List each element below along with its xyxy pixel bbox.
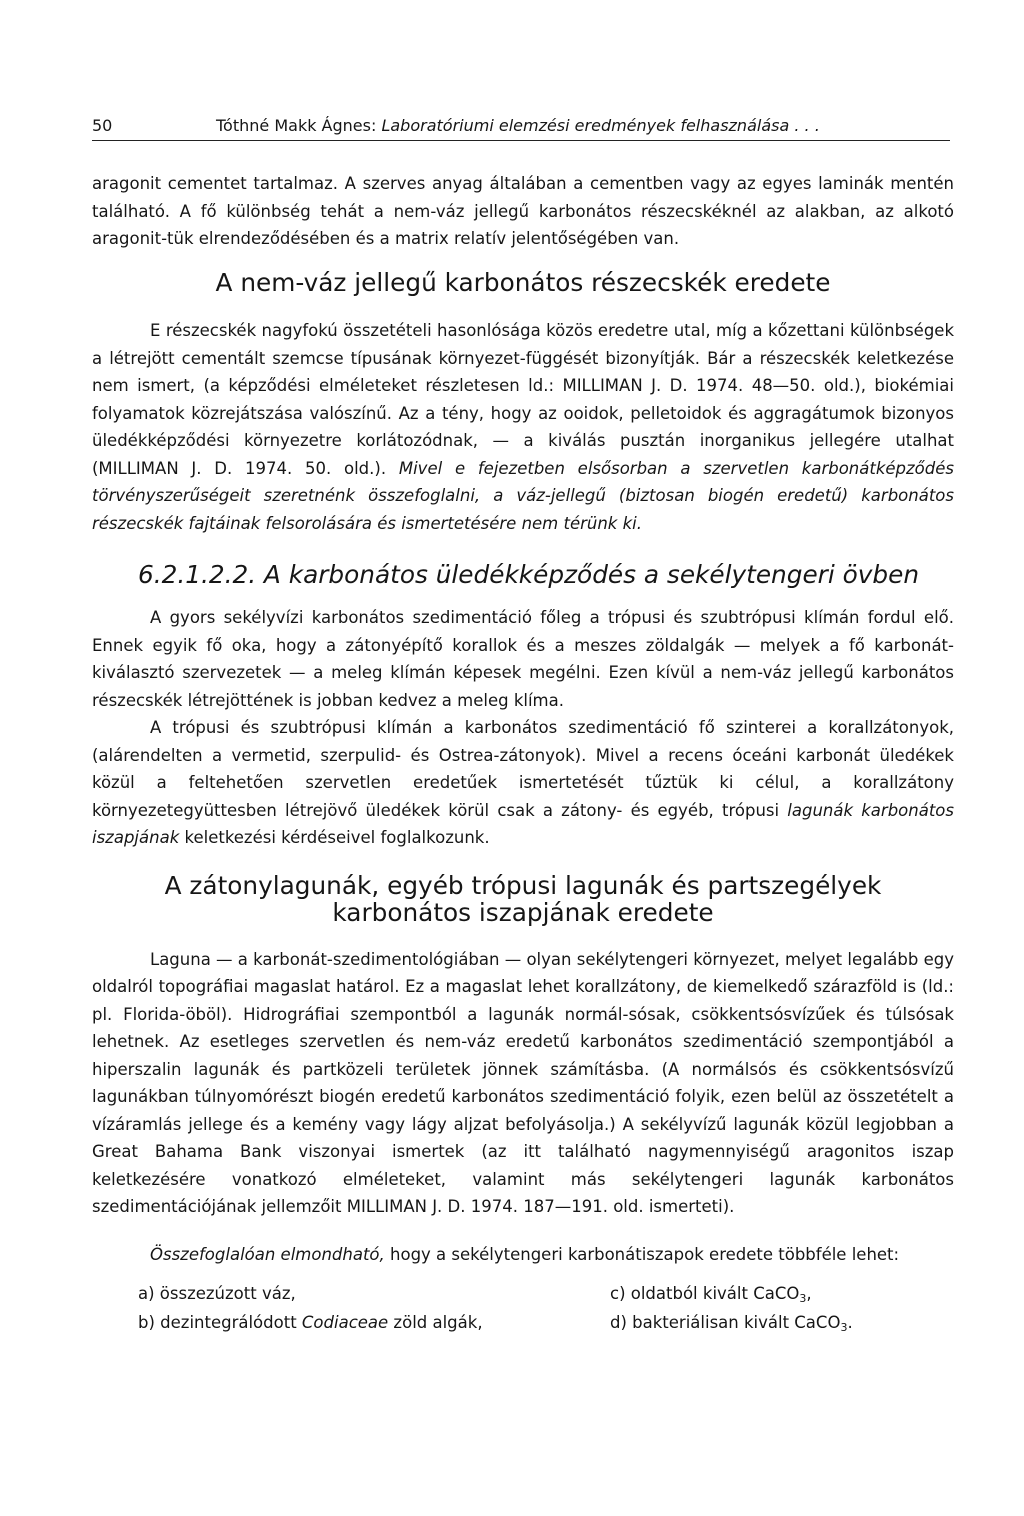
paragraph-5: Laguna — a karbonát-szedimentológiában — olyan sekélytengeri környezet, melyet legalább egy oldalról topográfiai magaslat határol. Ez a magaslat lehet korallzátony, de kiemelkedő szárazföld is (ld.: pl. Florida-öböl). Hidrográfiai szempontból a lagunák normál-sósak, csökkentsósvízűek és túlsósak lehetnek. Az esetleges szervetlen és nem-váz eredetű karbonátos szedimentáció szempontjából a hiperszalin lagunák és partközeli területek jönnek számításba. (A normálsós és csökkentsósvízű lagunákban túlnyomórészt biogén eredetű karbonátos szedimentáció folyik, ezen belül az összetételt a vízáramlás jellege és a kemény vagy lágy aljzat befolyásolja.) A sekélyvízű lagunák közül legjobban a Great Bahama Bank viszonyai ismertek (az itt található nagymennyiségű aragonitos iszap keletkezésére vonatkozó elméleteket, valamint más sekélytengeri lagunák karbonátos szedimentációjának jellemzőit MILLIMAN J. D. 1974. 187—191. old. ismerteti). [92,949,954,1216]
section-heading-2-text: 6.2.1.2.2. A karbonátos üledékképződés a sekélytengeri övben [138,560,920,589]
header-rule [92,140,950,141]
paragraph-3: A gyors sekélyvízi karbonátos szedimentáció főleg a trópusi és szubtrópusi klímán fordul elő. Ennek egyik fő oka, hogy a zátonyépítő korallok és a meszes zöldalgák — melyek a fő karbonát-kiválasztó szervezetek — a meleg klímán képesek megélni. Ezen kívül a nem-váz jellegű karbonátos részecskék létrejöttének is jobban kedvez a meleg klíma. [92,608,954,710]
list-item-d-pre: d) bakteriálisan kivált CaCO [610,1313,841,1332]
header-author: Tóthné Makk Ágnes: [216,116,382,135]
section-heading-2 [92,561,954,588]
list-item-d [610,1309,853,1341]
paragraph-4 [92,714,954,852]
origin-list [92,1280,954,1344]
list-item-b-post: zöld algák, [388,1313,483,1332]
header-title [216,116,820,135]
list-item-c-pre: c) oldatból kivált CaCO [610,1284,800,1303]
paragraph-4-text: A trópusi és szubtrópusi klímán a karbonátos szedimentáció fő szinterei a korallzátonyok, (alárendelten a vermetid, szerpulid- és Ostrea-zátonyok). Mivel a recens óceáni karbonát üledékek közül a feltehetően szervetlen eredetűek ismertetését tűztük ki célul, a korallzátony környezetegyüttesben létrejövő üledékek körül csak a zátony- és egyéb, trópusi [92,718,954,820]
list-item-a: a) összezúzott váz, [138,1284,296,1303]
list-item-c-post: , [806,1284,812,1303]
paragraph-6-italic: Összefoglalóan elmondható, [150,1244,385,1264]
paragraph-4-end: keletkezési kérdéseivel foglalkozunk. [179,828,490,847]
list-item-d-post: . [847,1313,853,1332]
list-item-b-italic: Codiaceae [301,1313,389,1332]
list-item-c [610,1280,812,1312]
list-item-b-pre: b) dezintegrálódott [138,1313,302,1332]
paragraph-2-italic: Mivel e fejezetben elsősorban a szervetlen karbonátképződés törvényszerűségeit szeretnénk összefoglalni, a váz-jellegű (biztosan biogén eredetű) karbonátos részecskék fajtáinak felsorolására és ismertetésére nem térünk ki. [92,458,955,533]
section-heading-1: A nem-váz jellegű karbonátos részecskék eredete [215,267,831,297]
list-item-b [138,1309,483,1336]
paragraph-4-italic: lagunák karbonátos iszapjának [92,800,954,847]
header-book-title: Laboratóriumi elemzési eredmények felhasználása . . . [381,116,820,135]
page-body [92,170,954,1344]
paragraph-2 [92,317,954,537]
paragraph-6-text: hogy a sekélytengeri karbonátiszapok eredete többféle lehet: [384,1244,900,1264]
list-item-c-sub: 3 [799,1292,807,1305]
paragraph-2-text: E részecskék nagyfokú összetételi hasonlósága közös eredetre utal, míg a kőzettani különbségek a létrejött cementált szemcse típusának környezet-függését bizonyítják. Bár a részecskék keletkezése nem ismert, (a képződési elméleteket részletesen ld.: MILLIMAN J. D. 1974. 48—50. old.), biokémiai folyamatok közrejátszása valószínű. Az a tény, hogy az ooidok, pelletoidok és aggragátumok bizonyos üledékképződési környezetre korlátozódnak, — a kiválás pusztán inorganikus jellegére utalhat (MILLIMAN J. D. 1974. 50. old.). [92,321,954,478]
paragraph-6 [92,1241,954,1269]
page-number: 50 [92,116,113,135]
section-heading-3: A zátonylagunák, egyéb trópusi lagunák és partszegélyek karbonátos iszapjának eredete [164,870,882,927]
paragraph-1: aragonit cementet tartalmaz. A szerves anyag általában a cementben vagy az egyes laminák mentén található. A fő különbség tehát a nem-váz jellegű karbonátos részecskéknél az alakban, az alkotó aragonit-tük elrendeződésében és a matrix relatív jelentőségében van. [92,174,954,248]
list-item-d-sub: 3 [840,1321,848,1334]
